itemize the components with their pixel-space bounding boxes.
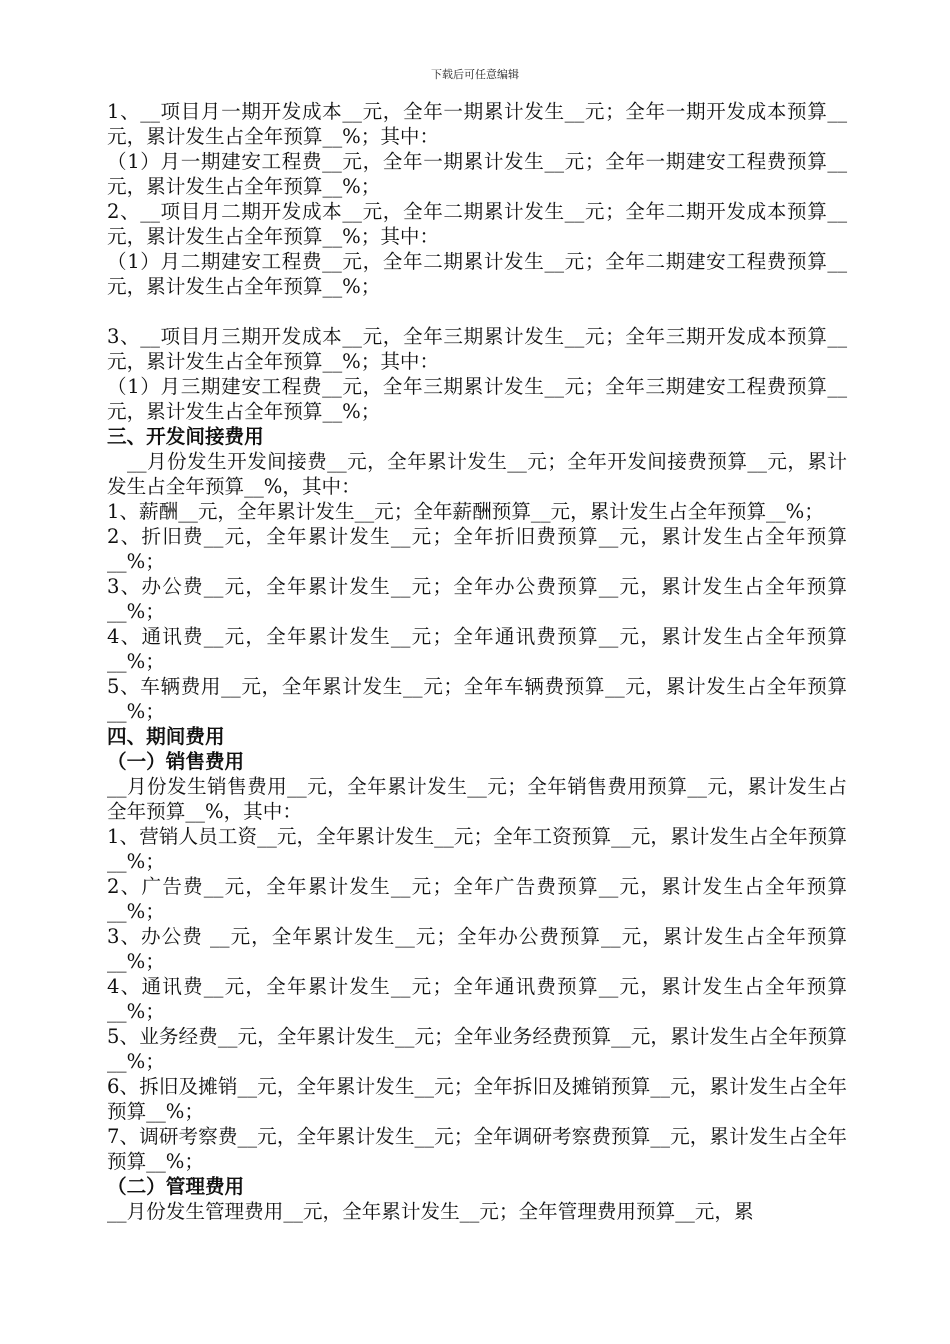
paragraph-2-1: （1）月二期建安工程费__元，全年二期累计发生__元；全年二期建安工程费预算__元，累计发生占全年预算__%； bbox=[107, 250, 847, 298]
blank-line bbox=[107, 299, 847, 324]
sales-item-business: 5、业务经费__元，全年累计发生__元；全年业务经费预算__元，累计发生占全年预算__%； bbox=[107, 1025, 847, 1073]
section-heading-period-costs: 四、期间费用 bbox=[107, 725, 225, 748]
sales-item-communication: 4、通讯费__元，全年累计发生__元；全年通讯费预算__元，累计发生占全年预算__%； bbox=[107, 975, 847, 1023]
paragraph-3-1: （1）月三期建安工程费__元，全年三期累计发生__元；全年三期建安工程费预算__元，累计发生占全年预算__%； bbox=[107, 375, 847, 423]
document-body bbox=[107, 99, 847, 1224]
paragraph-2: 2、__项目月二期开发成本__元，全年二期累计发生__元；全年二期开发成本预算__元，累计发生占全年预算__%；其中： bbox=[107, 200, 847, 248]
paragraph-3: 3、__项目月三期开发成本__元，全年三期累计发生__元；全年三期开发成本预算__元，累计发生占全年预算__%；其中： bbox=[107, 325, 847, 373]
sales-item-wages: 1、营销人员工资__元，全年累计发生__元；全年工资预算__元，累计发生占全年预算__%； bbox=[107, 825, 847, 873]
paragraph-1: 1、__项目月一期开发成本__元，全年一期累计发生__元；全年一期开发成本预算__元，累计发生占全年预算__%；其中： bbox=[107, 100, 847, 148]
section-heading-indirect-costs: 三、开发间接费用 bbox=[107, 425, 264, 448]
indirect-item-vehicle: 5、车辆费用__元，全年累计发生__元；全年车辆费预算__元，累计发生占全年预算__%； bbox=[107, 675, 847, 723]
paragraph-1-1: （1）月一期建安工程费__元，全年一期累计发生__元；全年一期建安工程费预算__元，累计发生占全年预算__%； bbox=[107, 150, 847, 198]
indirect-costs-summary: __月份发生开发间接费__元，全年累计发生__元；全年开发间接费预算__元，累计发生占全年预算__%，其中： bbox=[107, 450, 847, 498]
sales-item-office: 3、办公费 __元，全年累计发生__元；全年办公费预算__元，累计发生占全年预算__%； bbox=[107, 925, 847, 973]
sales-costs-summary: __月份发生销售费用__元，全年累计发生__元；全年销售费用预算__元，累计发生占全年预算__%，其中： bbox=[107, 775, 847, 823]
sales-item-advertising: 2、广告费__元，全年累计发生__元；全年广告费预算__元，累计发生占全年预算__%； bbox=[107, 875, 847, 923]
subsection-heading-management: （二）管理费用 bbox=[107, 1175, 245, 1198]
page-header: 下载后可任意编辑 bbox=[431, 68, 519, 81]
indirect-item-depreciation: 2、折旧费__元，全年累计发生__元；全年折旧费预算__元，累计发生占全年预算__%； bbox=[107, 525, 847, 573]
indirect-item-office: 3、办公费__元，全年累计发生__元；全年办公费预算__元，累计发生占全年预算__%； bbox=[107, 575, 847, 623]
sales-item-depreciation: 6、拆旧及摊销__元，全年累计发生__元；全年拆旧及摊销预算__元，累计发生占全年预算__%； bbox=[107, 1075, 847, 1123]
subsection-heading-sales: （一）销售费用 bbox=[107, 750, 245, 773]
sales-item-research: 7、调研考察费__元，全年累计发生__元；全年调研考察费预算__元，累计发生占全年预算__%； bbox=[107, 1125, 847, 1173]
management-costs-summary: __月份发生管理费用__元，全年累计发生__元；全年管理费用预算__元，累 bbox=[107, 1200, 754, 1223]
indirect-item-communication: 4、通讯费__元，全年累计发生__元；全年通讯费预算__元，累计发生占全年预算__%； bbox=[107, 625, 847, 673]
indirect-item-salary: 1、薪酬__元，全年累计发生__元；全年薪酬预算__元，累计发生占全年预算__%； bbox=[107, 500, 824, 523]
